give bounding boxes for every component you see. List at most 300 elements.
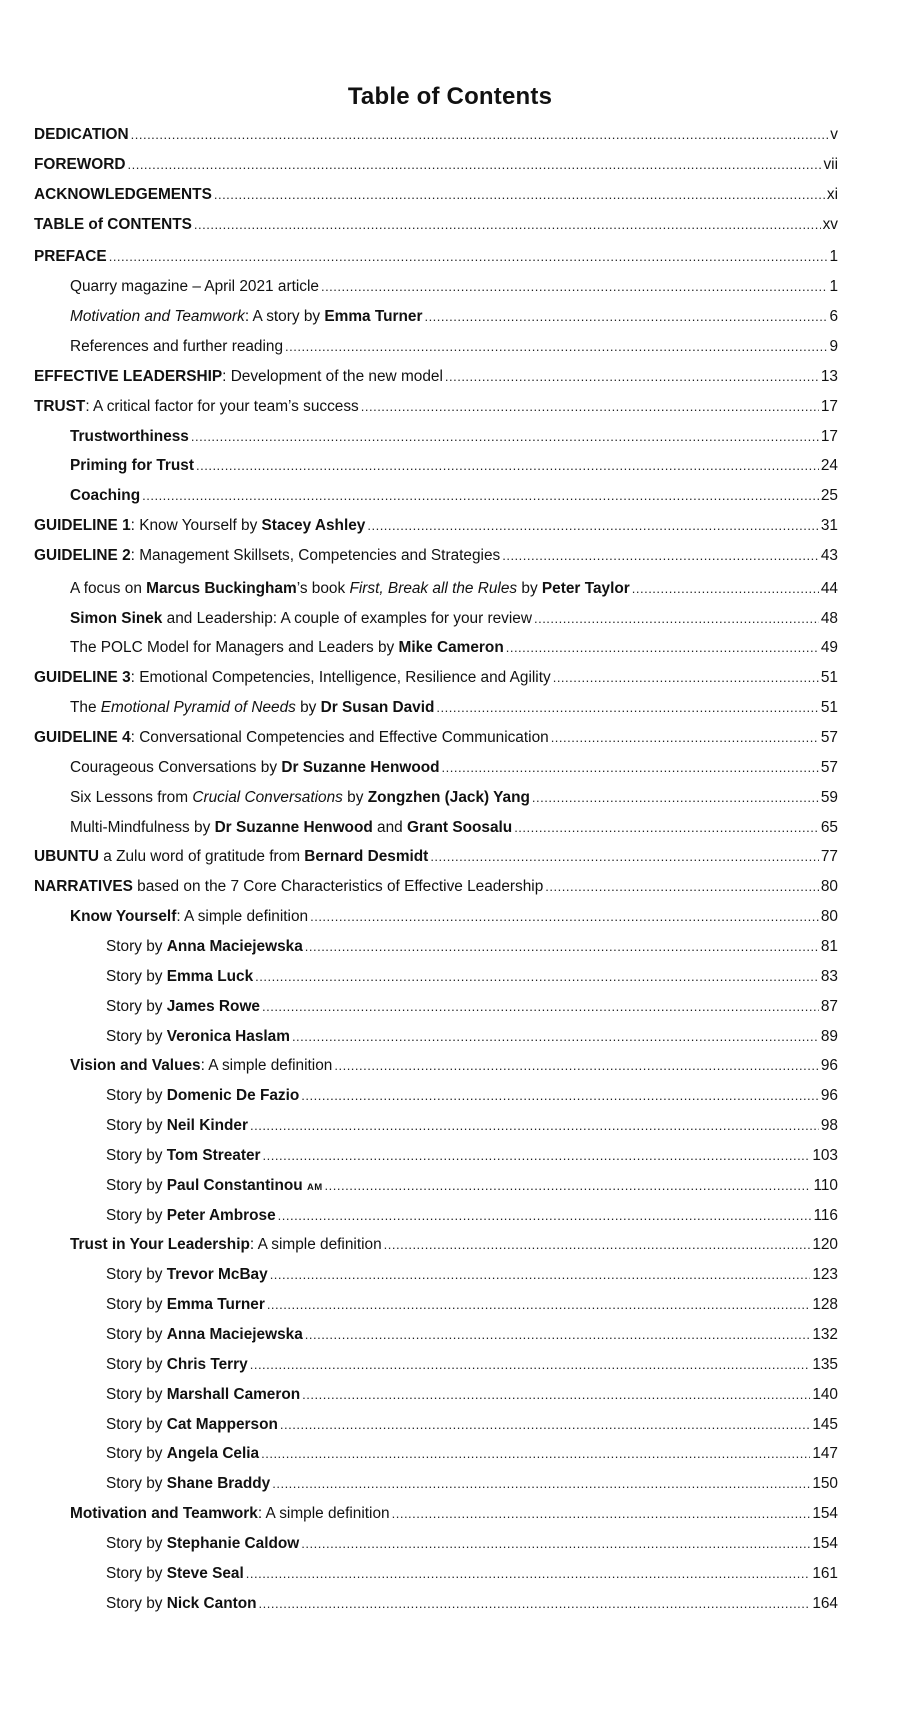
toc-entry-text: TRUST	[34, 397, 86, 415]
toc-entry[interactable]	[106, 1593, 838, 1615]
toc-entry[interactable]	[106, 1563, 838, 1585]
toc-entry-text: Trust in Your Leadership	[70, 1236, 250, 1254]
toc-page-number: 145	[812, 1415, 838, 1433]
toc-entry-text: GUIDELINE 4	[34, 729, 131, 746]
toc-entry-text: : A simple definition	[249, 1236, 382, 1254]
toc-entry-title	[70, 276, 319, 298]
toc-page-number: 51	[820, 699, 838, 717]
toc-entry[interactable]	[70, 306, 838, 328]
toc-entry-text: Stacey Ashley	[261, 517, 366, 535]
toc-entry-title	[70, 637, 504, 659]
toc-page-number: 9	[829, 337, 838, 355]
dot-leader	[262, 996, 819, 1018]
dot-leader	[502, 545, 819, 567]
toc-entry-text: Marshall Cameron	[166, 1385, 301, 1403]
toc-page-number: 132	[812, 1326, 838, 1343]
dot-leader	[436, 697, 818, 719]
dot-leader	[246, 1563, 811, 1585]
toc-page-number: 140	[812, 1385, 838, 1403]
toc-entry[interactable]	[34, 246, 838, 268]
dot-leader	[424, 306, 827, 328]
toc-page-number: 120	[812, 1236, 838, 1254]
toc-entry-title	[106, 1354, 248, 1376]
toc-entry[interactable]	[106, 1026, 838, 1048]
toc-entry[interactable]	[106, 1533, 838, 1555]
toc-page-number: xv	[822, 215, 838, 233]
dot-leader	[545, 876, 819, 898]
dot-leader	[278, 1205, 812, 1227]
toc-entry-title	[106, 1264, 268, 1286]
toc-page-number: 57	[820, 729, 838, 746]
toc-page-number: 81	[820, 937, 838, 955]
toc-entry-text: and	[372, 818, 407, 836]
toc-entry-title	[106, 1294, 265, 1316]
toc-entry[interactable]	[34, 667, 838, 689]
dot-leader	[131, 124, 829, 146]
toc-entry[interactable]	[106, 1473, 838, 1495]
toc-entry-title	[106, 966, 253, 988]
dot-leader	[301, 1533, 810, 1555]
toc-entry-text: Dr Suzanne Henwood	[214, 818, 373, 836]
dot-leader	[532, 787, 819, 809]
toc-entry-text: Peter Ambrose	[166, 1206, 276, 1224]
dot-leader	[305, 936, 819, 958]
dot-leader	[430, 846, 819, 868]
dot-leader	[302, 1384, 810, 1406]
toc-entry-text: Paul Constantinou	[166, 1176, 307, 1194]
toc-page-number: 17	[820, 427, 838, 445]
toc-entry-text: Chris Terry	[166, 1355, 248, 1373]
toc-entry[interactable]	[106, 1264, 838, 1286]
toc-entry-title	[106, 1414, 278, 1436]
toc-entry-text: Courageous Conversations by	[70, 758, 282, 776]
dot-leader	[285, 336, 827, 358]
toc-entry[interactable]	[106, 966, 838, 988]
toc-entry[interactable]	[70, 906, 838, 928]
toc-entry-title	[70, 697, 434, 719]
toc-entry-text: Story by	[106, 937, 167, 955]
toc-page-number: 51	[820, 669, 838, 687]
toc-entry-text: TABLE of CONTENTS	[34, 215, 192, 233]
toc-entry-text: based on the 7 Core Characteristics of Effective Leadership	[132, 878, 544, 896]
toc-entry-text: : Conversational Competencies and Effective Communication	[130, 729, 549, 746]
toc-entry[interactable]	[34, 876, 838, 898]
dot-leader	[109, 246, 828, 268]
dot-leader	[270, 1264, 811, 1286]
toc-entry-title	[34, 515, 365, 537]
dot-leader	[534, 608, 819, 630]
toc-entry-title	[34, 154, 125, 176]
toc-entry-title	[106, 996, 260, 1018]
toc-entry[interactable]	[106, 1175, 838, 1197]
toc-page-number: 83	[820, 967, 838, 985]
toc-entry-text: Story by	[106, 1355, 167, 1373]
toc-entry-text: Veronica Haslam	[166, 1027, 290, 1045]
toc-entry-title	[106, 1593, 257, 1615]
toc-page-number: 87	[820, 997, 838, 1015]
toc-entry-title	[70, 426, 189, 448]
toc-entry-title	[70, 1234, 382, 1256]
toc-entry[interactable]	[70, 455, 838, 477]
toc-entry[interactable]	[70, 578, 838, 600]
toc-entry-title	[70, 1055, 332, 1077]
toc-entry-title	[106, 1533, 299, 1555]
toc-entry-title	[34, 727, 549, 749]
toc-entry-text: Story by	[106, 1385, 167, 1403]
toc-entry-text: ’s book	[296, 579, 350, 597]
dot-leader	[321, 276, 827, 298]
toc-entry-text: Story by	[106, 1146, 167, 1164]
toc-entry-title	[106, 1026, 290, 1048]
toc-entry[interactable]	[34, 846, 838, 868]
toc-entry[interactable]	[34, 184, 838, 206]
toc-page-number: 1	[829, 278, 838, 296]
toc-page-number: 43	[820, 546, 838, 564]
dot-leader	[553, 667, 819, 689]
toc-entry[interactable]	[70, 1055, 838, 1077]
toc-entry-text: Neil Kinder	[166, 1117, 248, 1135]
toc-entry-title	[106, 1324, 303, 1346]
toc-page-number: 154	[812, 1534, 838, 1552]
toc-entry-text: Marcus Buckingham	[146, 579, 297, 597]
toc-entry-text: ACKNOWLEDGEMENTS	[34, 185, 212, 203]
dot-leader	[214, 184, 825, 206]
toc-entry-text: GUIDELINE 2	[34, 546, 131, 564]
toc-page-number: 57	[820, 758, 838, 776]
toc-page-number: 154	[812, 1505, 838, 1523]
toc-entry-text: Multi-Mindfulness by	[70, 818, 215, 836]
toc-entry-text: Story by	[106, 1534, 167, 1552]
toc-page-number: 13	[820, 367, 838, 385]
toc-entry[interactable]	[106, 1354, 838, 1376]
toc-entry[interactable]	[70, 817, 838, 839]
dot-leader	[196, 455, 819, 477]
toc-page-number: 123	[812, 1266, 838, 1284]
toc-entry-title	[70, 787, 530, 809]
dot-leader	[514, 817, 819, 839]
toc-entry[interactable]	[70, 1234, 838, 1256]
dot-leader	[267, 1294, 811, 1316]
toc-entry[interactable]	[106, 936, 838, 958]
toc-entry-text: Story by	[106, 1564, 167, 1582]
dot-leader	[250, 1115, 819, 1137]
toc-entry[interactable]	[70, 757, 838, 779]
dot-leader	[142, 485, 819, 507]
toc-entry-text: Motivation and Teamwork	[70, 308, 245, 326]
dot-leader	[191, 426, 819, 448]
toc-page-number: 65	[820, 818, 838, 836]
dot-leader	[367, 515, 819, 537]
toc-entry-text: GUIDELINE 1	[34, 517, 131, 535]
dot-leader	[361, 396, 819, 418]
toc-entry-text: Story by	[106, 1415, 167, 1433]
toc-entry[interactable]	[106, 1324, 838, 1346]
toc-page-number: v	[830, 126, 838, 143]
toc-entry-text: Nick Canton	[166, 1594, 257, 1612]
toc-entry[interactable]	[70, 485, 838, 507]
toc-entry-text: a Zulu word of gratitude from	[98, 848, 305, 866]
toc-entry-text: References and further reading	[70, 337, 284, 355]
toc-page-number: 89	[820, 1027, 838, 1045]
toc-page-number: 161	[812, 1564, 838, 1582]
toc-entry-text: First, Break all the Rules	[349, 579, 518, 597]
dot-leader	[325, 1175, 812, 1197]
toc-entry-text: Emma Turner	[324, 308, 423, 326]
dot-leader	[250, 1354, 811, 1376]
toc-entry-text: : A story by	[244, 308, 325, 326]
toc-entry-title	[34, 246, 107, 268]
toc-page-number: 96	[820, 1087, 838, 1105]
toc-entry-text: Peter Taylor	[541, 579, 630, 597]
toc-entry-text: Zongzhen (Jack) Yang	[367, 788, 530, 806]
toc-page-number: 116	[813, 1206, 838, 1224]
toc-entry-title	[106, 1443, 259, 1465]
dot-leader	[442, 757, 819, 779]
toc-entry[interactable]	[70, 336, 838, 358]
toc-entry-title	[70, 485, 140, 507]
page-title: Table of Contents	[347, 83, 553, 110]
toc-entry[interactable]	[70, 637, 838, 659]
dot-leader	[384, 1234, 811, 1256]
dot-leader	[305, 1324, 811, 1346]
toc-entry-text: : A simple definition	[200, 1057, 333, 1075]
toc-entry[interactable]	[106, 1205, 838, 1227]
toc-page-number: 59	[820, 788, 838, 806]
toc-entry[interactable]	[34, 214, 838, 236]
toc-page-number: 24	[820, 457, 838, 475]
toc-entry-text: Simon Sinek	[70, 609, 163, 627]
toc-entry-text: EFFECTIVE LEADERSHIP	[34, 367, 223, 385]
toc-entry-text: Story by	[106, 1117, 167, 1135]
toc-entry[interactable]	[34, 366, 838, 388]
toc-entry-text: by	[517, 579, 542, 597]
toc-entry-text: Story by	[106, 1296, 167, 1314]
toc-entry-text: Priming for Trust	[70, 457, 194, 475]
dot-leader	[445, 366, 819, 388]
toc-entry[interactable]	[106, 1414, 838, 1436]
toc-entry-text: Dr Suzanne Henwood	[281, 758, 440, 776]
toc-entry-text: Emma Luck	[166, 967, 254, 985]
toc-entry-title	[106, 1115, 248, 1137]
toc-entry-text: : Management Skillsets, Competencies and Strategies	[130, 546, 501, 564]
toc-entry-title	[70, 906, 308, 928]
toc-entry[interactable]	[106, 1085, 838, 1107]
toc-entry-text: Story by	[106, 1087, 167, 1105]
toc-page-number: 48	[820, 609, 838, 627]
dot-leader	[261, 1443, 810, 1465]
toc-entry[interactable]	[106, 996, 838, 1018]
dot-leader	[392, 1503, 811, 1525]
toc-entry-text: Story by	[106, 967, 167, 985]
toc-entry-text: : Development of the new model	[222, 367, 443, 385]
toc-page-number: 147	[812, 1445, 838, 1463]
toc-entry-text: A focus on	[70, 579, 147, 597]
toc-entry-title	[34, 846, 428, 868]
toc-entry-text: PREFACE	[34, 248, 107, 266]
toc-entry[interactable]	[34, 727, 838, 749]
toc-entry-text: NARRATIVES	[34, 878, 133, 896]
toc-entry-title	[34, 124, 129, 146]
toc-entry-title	[106, 1145, 261, 1167]
toc-entry-text: by	[342, 788, 368, 806]
toc-entry-title	[34, 396, 359, 418]
toc-entry-text: Grant Soosalu	[407, 818, 513, 836]
toc-entry-text: The	[70, 699, 101, 717]
toc-page-number: 77	[820, 848, 838, 866]
toc-entry-text: : A simple definition	[176, 908, 309, 926]
toc-entry[interactable]	[106, 1115, 838, 1137]
toc-entry-text: GUIDELINE 3	[34, 669, 131, 687]
toc-entry-title	[106, 1175, 323, 1197]
toc-page-number: 110	[813, 1176, 838, 1194]
toc-entry-text: Dr Susan David	[320, 699, 435, 717]
toc-entry-text: Anna Maciejewska	[166, 937, 303, 955]
toc-entry-text: Coaching	[70, 487, 141, 505]
toc-entry-text: : Emotional Competencies, Intelligence, Resilience and Agility	[130, 669, 551, 687]
dot-leader	[301, 1085, 819, 1107]
toc-entry-text: : A critical factor for your team’s success	[85, 397, 359, 415]
toc-entry[interactable]	[70, 608, 838, 630]
toc-entry[interactable]	[34, 545, 838, 567]
toc-entry-title	[106, 1473, 270, 1495]
dot-leader	[280, 1414, 810, 1436]
toc-page-number: 49	[820, 639, 838, 657]
toc-entry-text: Story by	[106, 1176, 167, 1194]
toc-entry-text: Six Lessons from	[70, 788, 193, 806]
toc-entry[interactable]	[106, 1384, 838, 1406]
toc-entry-title	[106, 936, 303, 958]
toc-entry-title	[70, 817, 512, 839]
toc-page-number: 128	[812, 1296, 838, 1314]
toc-entry-text: Story by	[106, 1475, 167, 1493]
toc-entry-title	[70, 578, 630, 600]
toc-entry-text: Mike Cameron	[398, 639, 504, 657]
toc-entry-text: Trevor McBay	[166, 1266, 268, 1284]
toc-entry-title	[70, 757, 440, 779]
toc-entry-text: Story by	[106, 1266, 167, 1284]
toc-page-number: 80	[820, 878, 838, 896]
toc-entry-text: Steve Seal	[166, 1564, 244, 1582]
toc-page-number: 98	[820, 1117, 838, 1135]
toc-entry-text: Domenic De Fazio	[166, 1087, 300, 1105]
toc-entry[interactable]	[70, 697, 838, 719]
toc-entry-title	[34, 667, 551, 689]
toc-page-number: 6	[829, 308, 838, 326]
toc-entry-text: Story by	[106, 1594, 167, 1612]
toc-entry-title	[70, 1503, 390, 1525]
toc-entry-title	[70, 455, 194, 477]
toc-page-number: 103	[812, 1146, 838, 1164]
toc-entry-text: Quarry magazine – April 2021 article	[70, 278, 319, 296]
toc-entry-title	[34, 545, 500, 567]
toc-entry-text: Bernard Desmidt	[304, 848, 429, 866]
toc-entry[interactable]	[70, 276, 838, 298]
toc-entry-title	[34, 214, 192, 236]
toc-entry-text: Cat Mapperson	[166, 1415, 278, 1433]
toc-entry[interactable]	[70, 787, 838, 809]
toc-entry-text: Shane Braddy	[166, 1475, 271, 1493]
toc-entry-text: Emma Turner	[166, 1296, 265, 1314]
toc-entry-text: : Know Yourself by	[130, 517, 262, 535]
toc-entry[interactable]	[70, 426, 838, 448]
dot-leader	[334, 1055, 819, 1077]
dot-leader	[292, 1026, 819, 1048]
toc-page-number: 25	[820, 487, 838, 505]
dot-leader	[255, 966, 819, 988]
toc-entry[interactable]	[106, 1294, 838, 1316]
toc-page-number: 150	[812, 1475, 838, 1493]
toc-entry-text: by	[295, 699, 321, 717]
toc-page-number: 1	[829, 248, 838, 266]
dot-leader	[632, 578, 819, 600]
toc-entry-text: Story by	[106, 1326, 167, 1343]
dot-leader	[194, 214, 821, 236]
dot-leader	[263, 1145, 811, 1167]
toc-entry-text: Trustworthiness	[70, 427, 189, 445]
toc-page-number: 31	[820, 517, 838, 535]
dot-leader	[272, 1473, 810, 1495]
toc-entry[interactable]	[70, 1503, 838, 1525]
toc-page-number: xi	[826, 185, 838, 203]
toc-entry-text: The POLC Model for Managers and Leaders by	[70, 639, 399, 657]
toc-page-number: 44	[820, 579, 838, 597]
toc-entry[interactable]	[34, 515, 838, 537]
toc-entry-title	[34, 366, 443, 388]
toc-entry-title	[34, 876, 543, 898]
toc-entry[interactable]	[106, 1145, 838, 1167]
toc-entry[interactable]	[106, 1443, 838, 1465]
dot-leader	[310, 906, 819, 928]
toc-entry-text: : A simple definition	[257, 1505, 390, 1523]
toc-entry-text: Story by	[106, 1206, 167, 1224]
toc-entry-text: UBUNTU	[34, 848, 99, 866]
toc-page-number: 135	[812, 1355, 838, 1373]
toc-entry-title	[106, 1563, 244, 1585]
toc-entry[interactable]	[34, 396, 838, 418]
toc-entry-text: Crucial Conversations	[192, 788, 343, 806]
toc-entry-text: Story by	[106, 1445, 167, 1463]
toc-entry[interactable]	[34, 154, 838, 176]
toc-entry-text: Story by	[106, 1027, 167, 1045]
toc-page-number: 164	[812, 1594, 838, 1612]
toc-entry-text: Tom Streater	[166, 1146, 261, 1164]
dot-leader	[551, 727, 819, 749]
toc-entry-text: Stephanie Caldow	[166, 1534, 300, 1552]
toc-entry-title	[70, 306, 422, 328]
toc-entry-text: DEDICATION	[34, 126, 129, 143]
toc-entry-text: Anna Maciejewska	[166, 1326, 303, 1343]
toc-entry-text: and Leadership: A couple of examples for your review	[162, 609, 532, 627]
dot-leader	[127, 154, 821, 176]
toc-entry-text: James Rowe	[166, 997, 260, 1015]
toc-entry[interactable]	[34, 124, 838, 146]
toc-entry-title	[70, 336, 283, 358]
toc-entry-text: Vision and Values	[70, 1057, 201, 1075]
dot-leader	[506, 637, 819, 659]
dot-leader	[259, 1593, 811, 1615]
toc-entry-text: Know Yourself	[70, 908, 177, 926]
toc-entry-text: FOREWORD	[34, 155, 126, 173]
toc-entry-title	[70, 608, 532, 630]
toc-entry-title	[106, 1085, 299, 1107]
toc-entry-text: AM	[306, 1181, 323, 1193]
toc-page-number: vii	[823, 155, 838, 173]
toc-page-number: 80	[820, 908, 838, 926]
toc-page-number: 96	[820, 1057, 838, 1075]
toc-entry-title	[106, 1205, 276, 1227]
toc-entry-title	[34, 184, 212, 206]
toc-entry-text: Angela Celia	[166, 1445, 260, 1463]
